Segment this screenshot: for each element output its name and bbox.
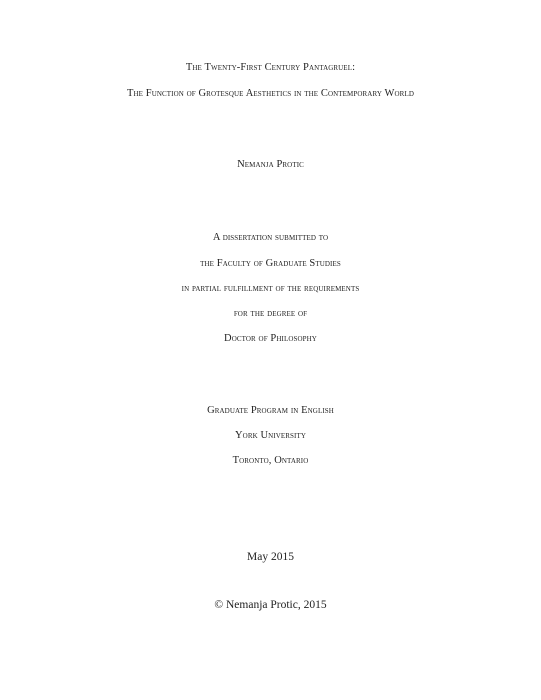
- submission-line-2: the Faculty of Graduate Studies: [200, 258, 341, 269]
- university-name: York University: [234, 430, 306, 441]
- graduate-program: Graduate Program in English: [207, 405, 334, 416]
- university-location: Toronto, Ontario: [232, 455, 309, 466]
- submission-line-4: for the degree of: [233, 308, 308, 319]
- degree-name: Doctor of Philosophy: [224, 333, 317, 344]
- copyright-notice: © Nemanja Protic, 2015: [214, 599, 327, 611]
- dissertation-title-line-2: The Function of Grotesque Aesthetics in the Contemporary World: [127, 88, 414, 99]
- submission-line-1: A dissertation submitted to: [212, 232, 329, 243]
- submission-date: May 2015: [247, 551, 294, 563]
- submission-line-3: in partial fulfillment of the requirements: [181, 283, 360, 294]
- author-name: Nemanja Protic: [237, 159, 304, 170]
- dissertation-title-line-1: The Twenty-First Century Pantagruel:: [185, 62, 356, 73]
